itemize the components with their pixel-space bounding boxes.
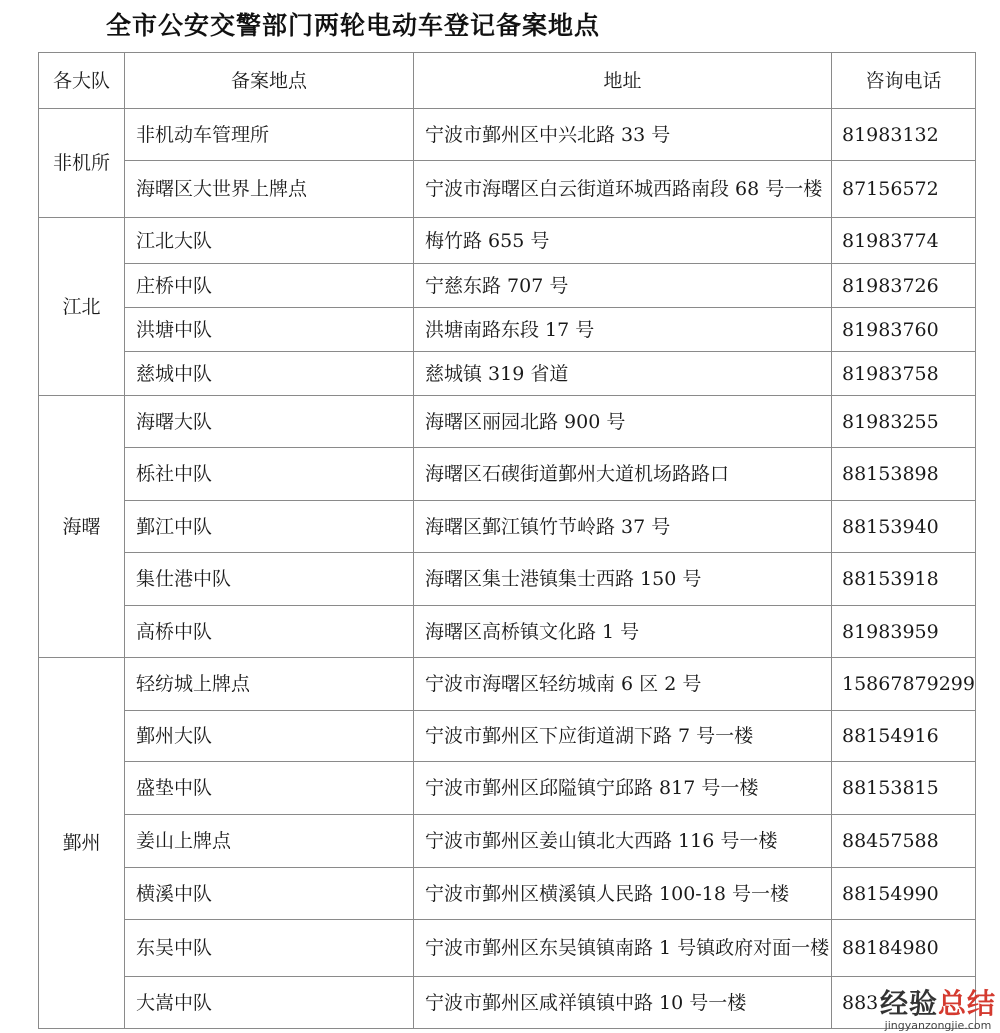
address-cell: 海曙区丽园北路 900 号 bbox=[414, 396, 832, 448]
place-cell: 洪塘中队 bbox=[125, 308, 414, 352]
phone-cell: 88153940 bbox=[832, 501, 976, 553]
phone-cell: 883 bbox=[832, 977, 976, 1029]
address-cell: 梅竹路 655 号 bbox=[414, 218, 832, 264]
phone-cell: 15867879299 bbox=[832, 658, 976, 711]
table-row bbox=[39, 448, 976, 501]
place-cell: 横溪中队 bbox=[125, 868, 414, 920]
phone-cell: 81983959 bbox=[832, 606, 976, 658]
phone-cell: 81983726 bbox=[832, 264, 976, 308]
place-cell: 海曙区大世界上牌点 bbox=[125, 161, 414, 218]
brigade-cell: 鄞州 bbox=[39, 658, 125, 1029]
table-body bbox=[39, 109, 976, 1029]
place-cell: 高桥中队 bbox=[125, 606, 414, 658]
phone-cell: 87156572 bbox=[832, 161, 976, 218]
address-cell: 宁波市鄞州区邱隘镇宁邱路 817 号一楼 bbox=[414, 762, 832, 815]
phone-cell: 81983774 bbox=[832, 218, 976, 264]
table-row bbox=[39, 920, 976, 977]
address-cell: 宁波市鄞州区下应街道湖下路 7 号一楼 bbox=[414, 711, 832, 762]
phone-cell: 88153815 bbox=[832, 762, 976, 815]
table-row bbox=[39, 109, 976, 161]
phone-cell: 81983760 bbox=[832, 308, 976, 352]
address-cell: 洪塘南路东段 17 号 bbox=[414, 308, 832, 352]
place-cell: 鄞江中队 bbox=[125, 501, 414, 553]
watermark-logo-text: 经验总结 bbox=[879, 987, 996, 1020]
header-place: 备案地点 bbox=[125, 53, 414, 109]
address-cell: 宁波市鄞州区咸祥镇镇中路 10 号一楼 bbox=[414, 977, 832, 1029]
registration-table bbox=[38, 52, 976, 1029]
phone-cell: 88153898 bbox=[832, 448, 976, 501]
phone-cell: 88154916 bbox=[832, 711, 976, 762]
address-cell: 海曙区石碶街道鄞州大道机场路路口 bbox=[414, 448, 832, 501]
phone-cell: 81983255 bbox=[832, 396, 976, 448]
table-row bbox=[39, 396, 976, 448]
place-cell: 庄桥中队 bbox=[125, 264, 414, 308]
table-row bbox=[39, 264, 976, 308]
place-cell: 鄞州大队 bbox=[125, 711, 414, 762]
page-title: 全市公安交警部门两轮电动车登记备案地点 bbox=[106, 11, 601, 40]
address-cell: 宁慈东路 707 号 bbox=[414, 264, 832, 308]
place-cell: 轻纺城上牌点 bbox=[125, 658, 414, 711]
place-cell: 江北大队 bbox=[125, 218, 414, 264]
address-cell: 宁波市鄞州区东吴镇镇南路 1 号镇政府对面一楼 bbox=[414, 920, 832, 977]
phone-cell: 88154990 bbox=[832, 868, 976, 920]
watermark-url: jingyanzongjie.com bbox=[884, 1019, 992, 1032]
brigade-cell: 非机所 bbox=[39, 109, 125, 218]
header-brigade: 各大队 bbox=[39, 53, 125, 109]
phone-cell: 81983758 bbox=[832, 352, 976, 396]
address-cell: 宁波市鄞州区横溪镇人民路 100-18 号一楼 bbox=[414, 868, 832, 920]
address-cell: 海曙区集士港镇集士西路 150 号 bbox=[414, 553, 832, 606]
table-row bbox=[39, 815, 976, 868]
site-watermark bbox=[879, 987, 996, 1032]
table-row bbox=[39, 868, 976, 920]
header-address: 地址 bbox=[414, 53, 832, 109]
place-cell: 非机动车管理所 bbox=[125, 109, 414, 161]
address-cell: 宁波市海曙区白云街道环城西路南段 68 号一楼 bbox=[414, 161, 832, 218]
table-row bbox=[39, 606, 976, 658]
brigade-cell: 海曙 bbox=[39, 396, 125, 658]
table-row bbox=[39, 218, 976, 264]
address-cell: 宁波市鄞州区中兴北路 33 号 bbox=[414, 109, 832, 161]
address-cell: 慈城镇 319 省道 bbox=[414, 352, 832, 396]
table-row bbox=[39, 658, 976, 711]
table-row bbox=[39, 308, 976, 352]
place-cell: 东吴中队 bbox=[125, 920, 414, 977]
place-cell: 大嵩中队 bbox=[125, 977, 414, 1029]
table-row bbox=[39, 352, 976, 396]
place-cell: 海曙大队 bbox=[125, 396, 414, 448]
address-cell: 宁波市海曙区轻纺城南 6 区 2 号 bbox=[414, 658, 832, 711]
place-cell: 姜山上牌点 bbox=[125, 815, 414, 868]
phone-cell: 88184980 bbox=[832, 920, 976, 977]
place-cell: 慈城中队 bbox=[125, 352, 414, 396]
place-cell: 盛垫中队 bbox=[125, 762, 414, 815]
address-cell: 海曙区鄞江镇竹节岭路 37 号 bbox=[414, 501, 832, 553]
table-row bbox=[39, 553, 976, 606]
table-header-row bbox=[39, 53, 976, 109]
place-cell: 栎社中队 bbox=[125, 448, 414, 501]
header-phone: 咨询电话 bbox=[832, 53, 976, 109]
brigade-cell: 江北 bbox=[39, 218, 125, 396]
phone-cell: 88457588 bbox=[832, 815, 976, 868]
table-row bbox=[39, 711, 976, 762]
place-cell: 集仕港中队 bbox=[125, 553, 414, 606]
phone-cell: 81983132 bbox=[832, 109, 976, 161]
table-row bbox=[39, 762, 976, 815]
phone-cell: 88153918 bbox=[832, 553, 976, 606]
table-row bbox=[39, 161, 976, 218]
address-cell: 宁波市鄞州区姜山镇北大西路 116 号一楼 bbox=[414, 815, 832, 868]
address-cell: 海曙区高桥镇文化路 1 号 bbox=[414, 606, 832, 658]
table-row bbox=[39, 977, 976, 1029]
table-row bbox=[39, 501, 976, 553]
